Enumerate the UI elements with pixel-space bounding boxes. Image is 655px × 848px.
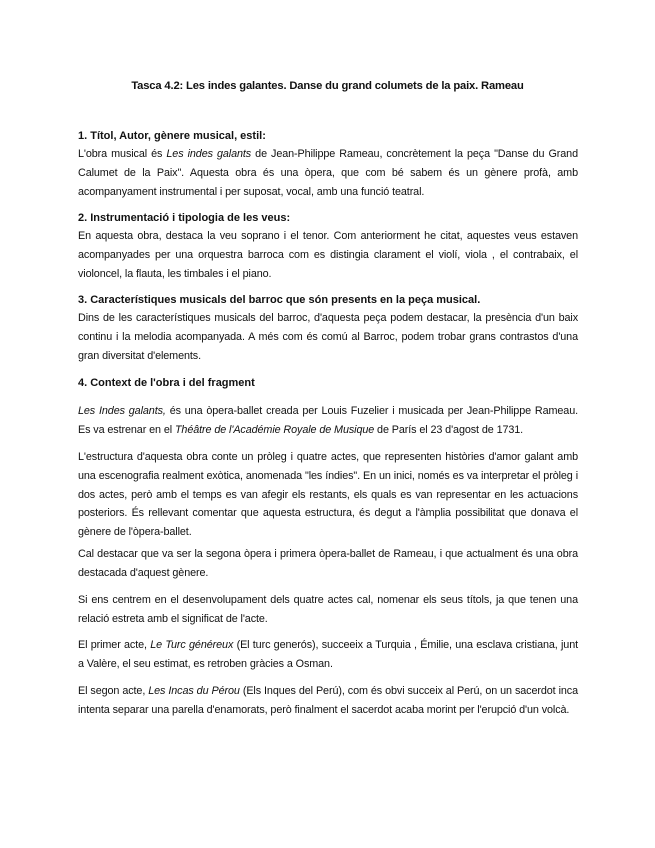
act-title: Les Incas du Pérou <box>148 685 240 697</box>
section-paragraph <box>78 636 578 674</box>
text-run: El segon acte, <box>78 685 149 697</box>
act-title: Le Turc généreux <box>150 639 234 651</box>
text-run: de Jean-Philippe Rameau, concrètement la peça "Danse du Grand Calumet de la Paix". Aquesta obra és una òpera, que com bé sabem és un gènere profà, amb acompanyament instrumental i per suposat, vocal, amb una funció teatral. <box>78 148 578 198</box>
section-paragraph: Cal destacar que va ser la segona òpera i primera òpera-ballet de Rameau, i que actualment és una obra destacada d'aquest gènere. <box>78 548 578 579</box>
section-paragraph <box>78 402 578 440</box>
text-run: L'obra musical és <box>78 148 167 160</box>
text-run: és una òpera-ballet creada per Louis Fuzelier i musicada per Jean-Philippe Rameau. Es va estrenar en el <box>78 405 578 436</box>
venue-name: Théâtre de l'Académie Royale de Musique <box>174 423 375 436</box>
work-title: Les Indes galants, <box>78 405 166 417</box>
section-heading: 2. Instrumentació i tipologia de les veus: <box>78 212 291 224</box>
section-1 <box>78 128 578 201</box>
section-2 <box>78 210 578 283</box>
text-run: (El turc generós), succeeix a Turquia , Émilie, una esclava cristiana, junt a Valère, el seu estimat, es retroben gràcies a Osman. <box>78 639 578 670</box>
text-run: El primer acte, <box>78 639 151 651</box>
section-heading: 1. Títol, Autor, gènere musical, estil: <box>78 130 266 142</box>
section-paragraph: Dins de les característiques musicals del barroc, d'aquesta peça podem destacar, la presència d'un baix continu i la melodia acompanyada. A més com és comú al Barroc, podem trobar grans contrastos d'una gran diversitat d'elements. <box>78 312 578 362</box>
section-heading: 3. Característiques musicals del barroc que són presents en la peça musical. <box>78 294 481 306</box>
section-paragraph: L'estructura d'aquesta obra conte un pròleg i quatre actes, que representen històries d'amor galant amb una escenografia realment exòtica, anomenada "les índies". En un inici, només es va interpretar el pròleg i dos actes, però amb el temps es van afegir els restants, els quals es van representar en les actuacions posteriors. És rellevant comentar que aquesta estructura, és degut a l'àmplia possibilitat que donava el gènere de l'òpera-ballet. <box>78 451 578 539</box>
text-run: (Els Inques del Perú), com és obvi succeix al Perú, on un sacerdot inca intenta separar una parella d'enamorats, però finalment el sacerdot acaba morint per l'erupció d'un volcà. <box>78 685 578 716</box>
text-run: de París el 23 d'agost de 1731. <box>374 423 524 436</box>
section-paragraph <box>78 682 578 720</box>
work-title: Les indes galants <box>166 148 252 160</box>
section-heading: 4. Context de l'obra i del fragment <box>78 377 255 389</box>
section-4 <box>78 375 578 392</box>
section-paragraph: Si ens centrem en el desenvolupament dels quatre actes cal, nomenar els seus títols, ja que tenen una relació estreta amb el significat de l'acte. <box>78 594 578 625</box>
section-paragraph: En aquesta obra, destaca la veu soprano i el tenor. Com anteriorment he citat, aquestes veus estaven acompanyades per una orquestra barroca com es distingia clarament el violí, viola , el contrabaix, el violoncel, la flauta, les timbales i el piano. <box>78 230 578 280</box>
page-title: Tasca 4.2: Les indes galantes. Danse du grand columets de la paix. Rameau <box>131 80 524 92</box>
section-paragraph <box>78 145 578 201</box>
section-3 <box>78 292 578 365</box>
